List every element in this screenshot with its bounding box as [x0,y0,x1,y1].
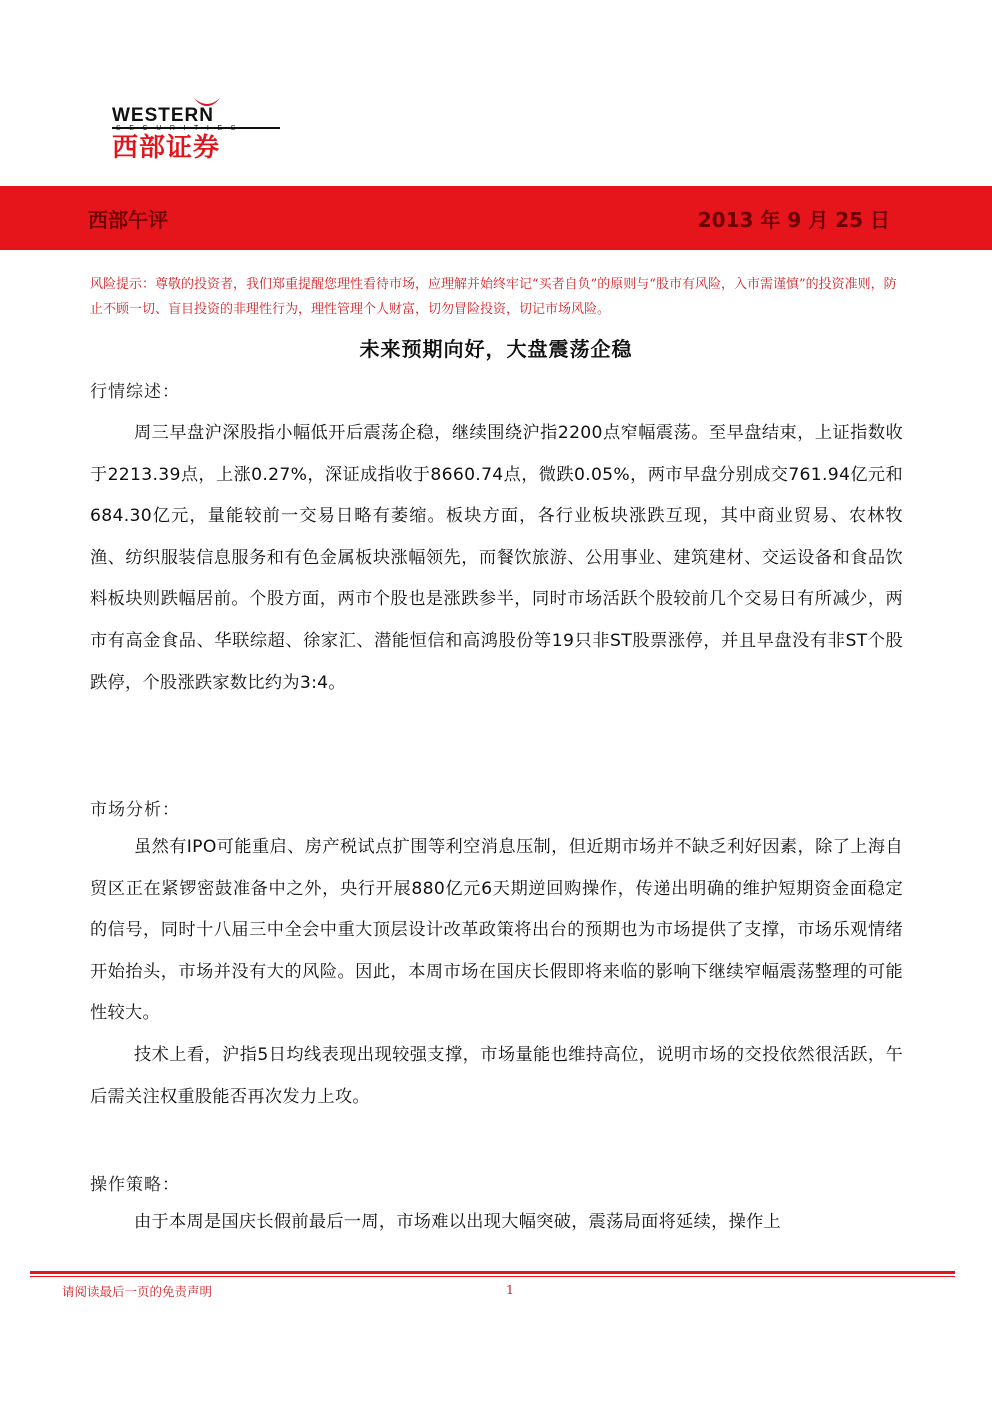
footer-disclaimer: 请阅读最后一页的免责声明 [62,1284,213,1299]
footer-divider-thin [30,1276,955,1277]
logo-securities: SECURITIES [116,125,245,132]
footer-divider [30,1271,955,1274]
company-logo [112,104,282,162]
page-number: 1 [506,1282,514,1297]
analysis-paragraph-2: 技术上看，沪指5日均线表现出现较强支撑，市场量能也维持高位，说明市场的交投依然很活跃，午后需关注权重股能否再次发力上攻。 [90,1045,903,1107]
strategy-paragraph: 由于本周是国庆长假前最后一周，市场难以出现大幅突破，震荡局面将延续，操作上 [134,1212,782,1232]
analysis-paragraph-1: 虽然有IPO可能重启、房产税试点扩围等利空消息压制，但近期市场并不缺乏利好因素，除了上海自贸区正在紧锣密鼓准备中之外，央行开展880亿元6天期逆回购操作，传递出明确的维护短期资金面稳定的信号，同时十八届三中全会中重大顶层设计改革政策将出台的预期也为市场提供了支撑，市场乐观情绪开始抬头，市场并没有大的风险。因此，本周市场在国庆长假即将来临的影响下继续窄幅震荡整理的可能性较大。 [90,837,903,1024]
article-title: 未来预期向好，大盘震荡企稳 [359,337,633,361]
strategy-heading: 操作策略： [90,1175,180,1195]
risk-notice: 风险提示：尊敬的投资者，我们郑重提醒您理性看待市场，应理解并始终牢记“买者自负”的原则与“股市有风险，入市需谨慎”的投资准则，防止不顾一切、盲目投资的非理性行为，理性管理个人财富，切勿冒险投资，切记市场风险。 [90,277,897,317]
report-type-label: 西部午评 [88,208,168,232]
overview-paragraph: 周三早盘沪深股指小幅低开后震荡企稳，继续围绕沪指2200点窄幅震荡。至早盘结束，上证指数收于2213.39点，上涨0.27%，深证成指收于8660.74点，微跌0.05%，两市早盘分别成交761.94亿元和684.30亿元，量能较前一交易日略有萎缩。板块方面，各行业板块涨跌互现，其中商业贸易、农林牧渔、纺织服装信息服务和有色金属板块涨幅领先，而餐饮旅游、公用事业、建筑建材、交运设备和食品饮料板块则跌幅居前。个股方面，两市个股也是涨跌参半，同时市场活跃个股较前几个交易日有所减少，两市有高金食品、华联综超、徐家汇、潜能恒信和高鸿股份等19只非ST股票涨停，并且早盘没有非ST个股跌停，个股涨跌家数比约为3:4。 [90,423,903,693]
logo-chinese: 西部证券 [112,133,221,163]
logo-english: WESTERN [112,105,214,126]
overview-heading: 行情综述： [90,382,180,402]
report-date: 2013 年 9 月 25 日 [697,208,890,232]
analysis-heading: 市场分析： [90,800,180,820]
